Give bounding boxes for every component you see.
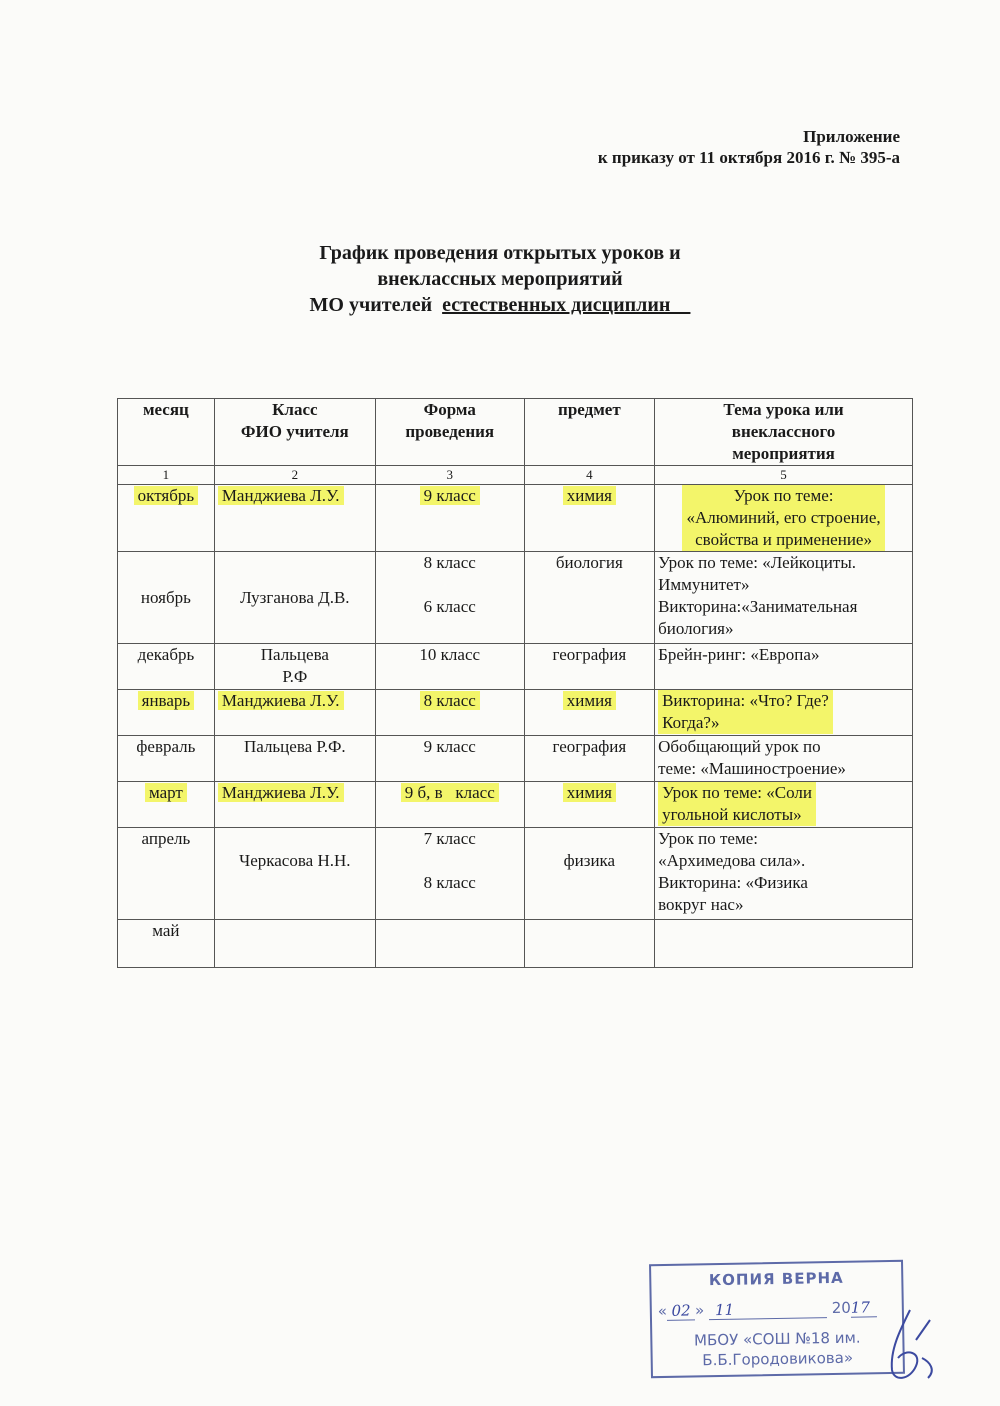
table-row	[118, 552, 913, 644]
table-row	[118, 690, 913, 736]
col-number: 1	[118, 466, 215, 485]
subject-cell: физика	[524, 828, 654, 920]
topic-cell: Урок по теме: «Архимедова сила». Викторина: «Физика вокруг нас»	[655, 828, 913, 920]
header-form: Форма проведения	[375, 399, 524, 466]
appendix-label: Приложение	[803, 127, 900, 146]
month-cell: октябрь	[118, 485, 215, 552]
topic-cell: Брейн-ринг: «Европа»	[655, 644, 913, 690]
subject-cell: география	[524, 736, 654, 782]
table-row	[118, 736, 913, 782]
stamp-month: 11	[709, 1299, 827, 1320]
teacher-cell: Лузганова Д.В.	[214, 552, 375, 644]
table-row	[118, 920, 913, 968]
topic-cell: Обобщающий урок по теме: «Машиностроение»	[655, 736, 913, 782]
table-row	[118, 485, 913, 552]
header-topic: Тема урока или внеклассного мероприятия	[655, 399, 913, 466]
stamp-org-line-1: МБОУ «СОШ №18 им.	[693, 1328, 861, 1350]
certified-copy-stamp	[649, 1260, 905, 1378]
order-reference: к приказу от 11 октября 2016 г. № 395-а	[597, 148, 900, 167]
header-subject: предмет	[524, 399, 654, 466]
table-row	[118, 782, 913, 828]
month-cell: декабрь	[118, 644, 215, 690]
col-number: 5	[655, 466, 913, 485]
topic-cell: Урок по теме: «Соли угольной кислоты»	[655, 782, 913, 828]
schedule-table	[117, 398, 913, 968]
col-number: 2	[214, 466, 375, 485]
column-number-row	[118, 466, 913, 485]
month-cell: апрель	[118, 828, 215, 920]
stamp-org-line-2: Б.Б.Городовикова»	[702, 1348, 854, 1370]
topic-cell: Урок по теме: «Лейкоциты. Иммунитет» Викторина:«Занимательная биология»	[655, 552, 913, 644]
teacher-cell	[214, 920, 375, 968]
title-line-1: График проведения открытых уроков и	[319, 242, 681, 264]
col-number: 4	[524, 466, 654, 485]
document-title	[0, 240, 1000, 318]
header-month: месяц	[118, 399, 215, 466]
form-cell: 8 класс	[375, 690, 524, 736]
form-cell: 9 класс	[375, 736, 524, 782]
month-cell: январь	[118, 690, 215, 736]
appendix-header	[598, 126, 900, 168]
form-cell: 7 класс 8 класс	[375, 828, 524, 920]
table-row	[118, 828, 913, 920]
month-cell: ноябрь	[118, 552, 215, 644]
subject-cell: химия	[524, 690, 654, 736]
subject-cell	[524, 920, 654, 968]
col-number: 3	[375, 466, 524, 485]
month-cell: май	[118, 920, 215, 968]
form-cell	[375, 920, 524, 968]
signature-icon	[870, 1300, 950, 1390]
subject-cell: химия	[524, 782, 654, 828]
title-line-3	[0, 292, 1000, 318]
teacher-cell: Манджиева Л.У.	[214, 690, 375, 736]
subject-cell: биология	[524, 552, 654, 644]
topic-cell: Викторина: «Что? Где? Когда?»	[655, 690, 913, 736]
form-cell: 9 б, в класс	[375, 782, 524, 828]
teacher-cell: Манджиева Л.У.	[214, 782, 375, 828]
subject-cell: география	[524, 644, 654, 690]
title-line-2: внеклассных мероприятий	[377, 268, 623, 290]
topic-cell: Урок по теме: «Алюминий, его строение, свойства и применение»	[655, 485, 913, 552]
table-header-row	[118, 399, 913, 466]
table-row	[118, 644, 913, 690]
form-cell: 8 класс 6 класс	[375, 552, 524, 644]
stamp-title: КОПИЯ ВЕРНА	[708, 1268, 844, 1290]
stamp-date: « 02 » 11 2017	[658, 1298, 877, 1321]
teacher-cell: Пальцева Р.Ф	[214, 644, 375, 690]
header-class-teacher: Класс ФИО учителя	[214, 399, 375, 466]
title-line-3-underlined: естественных дисциплин	[442, 294, 691, 316]
month-cell: март	[118, 782, 215, 828]
stamp-year: 17	[851, 1298, 877, 1317]
form-cell: 10 класс	[375, 644, 524, 690]
stamp-day: 02	[667, 1301, 695, 1320]
topic-cell	[655, 920, 913, 968]
form-cell: 9 класс	[375, 485, 524, 552]
teacher-cell: Манджиева Л.У.	[214, 485, 375, 552]
teacher-cell: Пальцева Р.Ф.	[214, 736, 375, 782]
title-line-3-prefix: МО учителей	[309, 294, 443, 316]
subject-cell: химия	[524, 485, 654, 552]
teacher-cell: Черкасова Н.Н.	[214, 828, 375, 920]
month-cell: февраль	[118, 736, 215, 782]
